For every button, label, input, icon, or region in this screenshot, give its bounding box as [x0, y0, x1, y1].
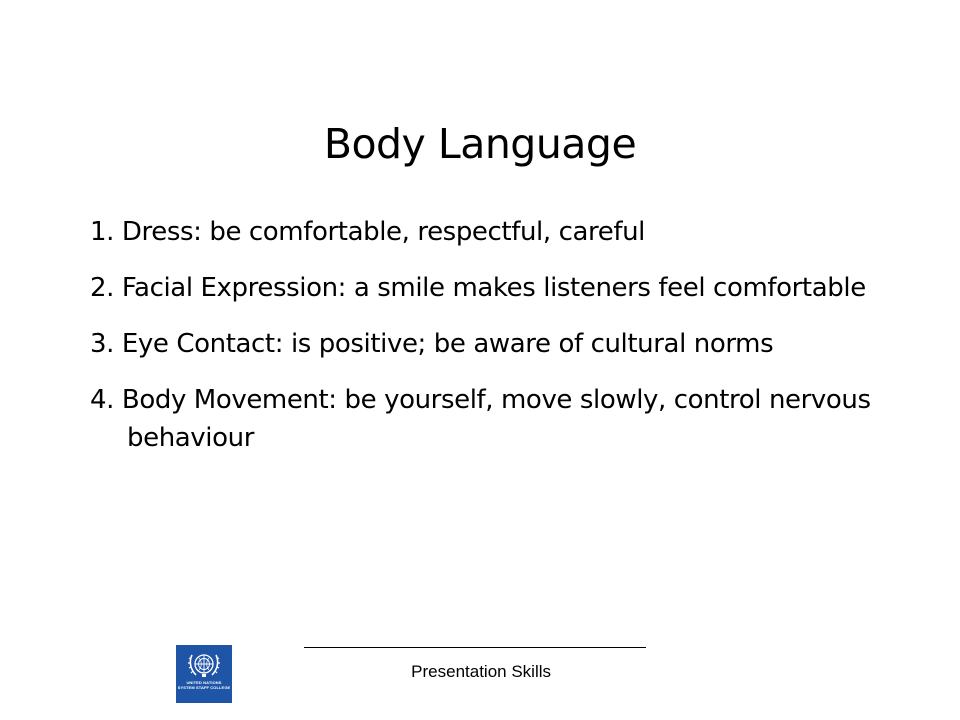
list-item-dress [90, 213, 880, 251]
item-number: 4. [90, 385, 115, 415]
un-emblem-icon [187, 649, 221, 679]
footer-label: Presentation Skills [411, 662, 551, 681]
list-item-eye-contact [90, 325, 880, 363]
list-item-body-movement [90, 381, 880, 457]
item-text: Body Movement: be yourself, move slowly, control nervous behaviour [121, 385, 871, 453]
item-number: 1. [90, 217, 115, 247]
logo-line-1: UNITED NATIONS [186, 680, 222, 685]
logo-caption [177, 681, 231, 690]
footer-divider [304, 647, 646, 648]
item-number: 3. [90, 329, 115, 359]
un-staff-college-logo [176, 645, 232, 703]
item-text: Eye Contact: is positive; be aware of cultural norms [121, 329, 774, 359]
logo-line-2: SYSTEM STAFF COLLEGE [177, 684, 231, 690]
item-number: 2. [90, 273, 115, 303]
bullet-list [90, 213, 880, 475]
item-text: Facial Expression: a smile makes listeners feel comfortable [121, 273, 866, 303]
slide-title: Body Language [323, 120, 637, 168]
list-item-facial-expression [90, 269, 880, 307]
item-text: Dress: be comfortable, respectful, careful [121, 217, 645, 247]
